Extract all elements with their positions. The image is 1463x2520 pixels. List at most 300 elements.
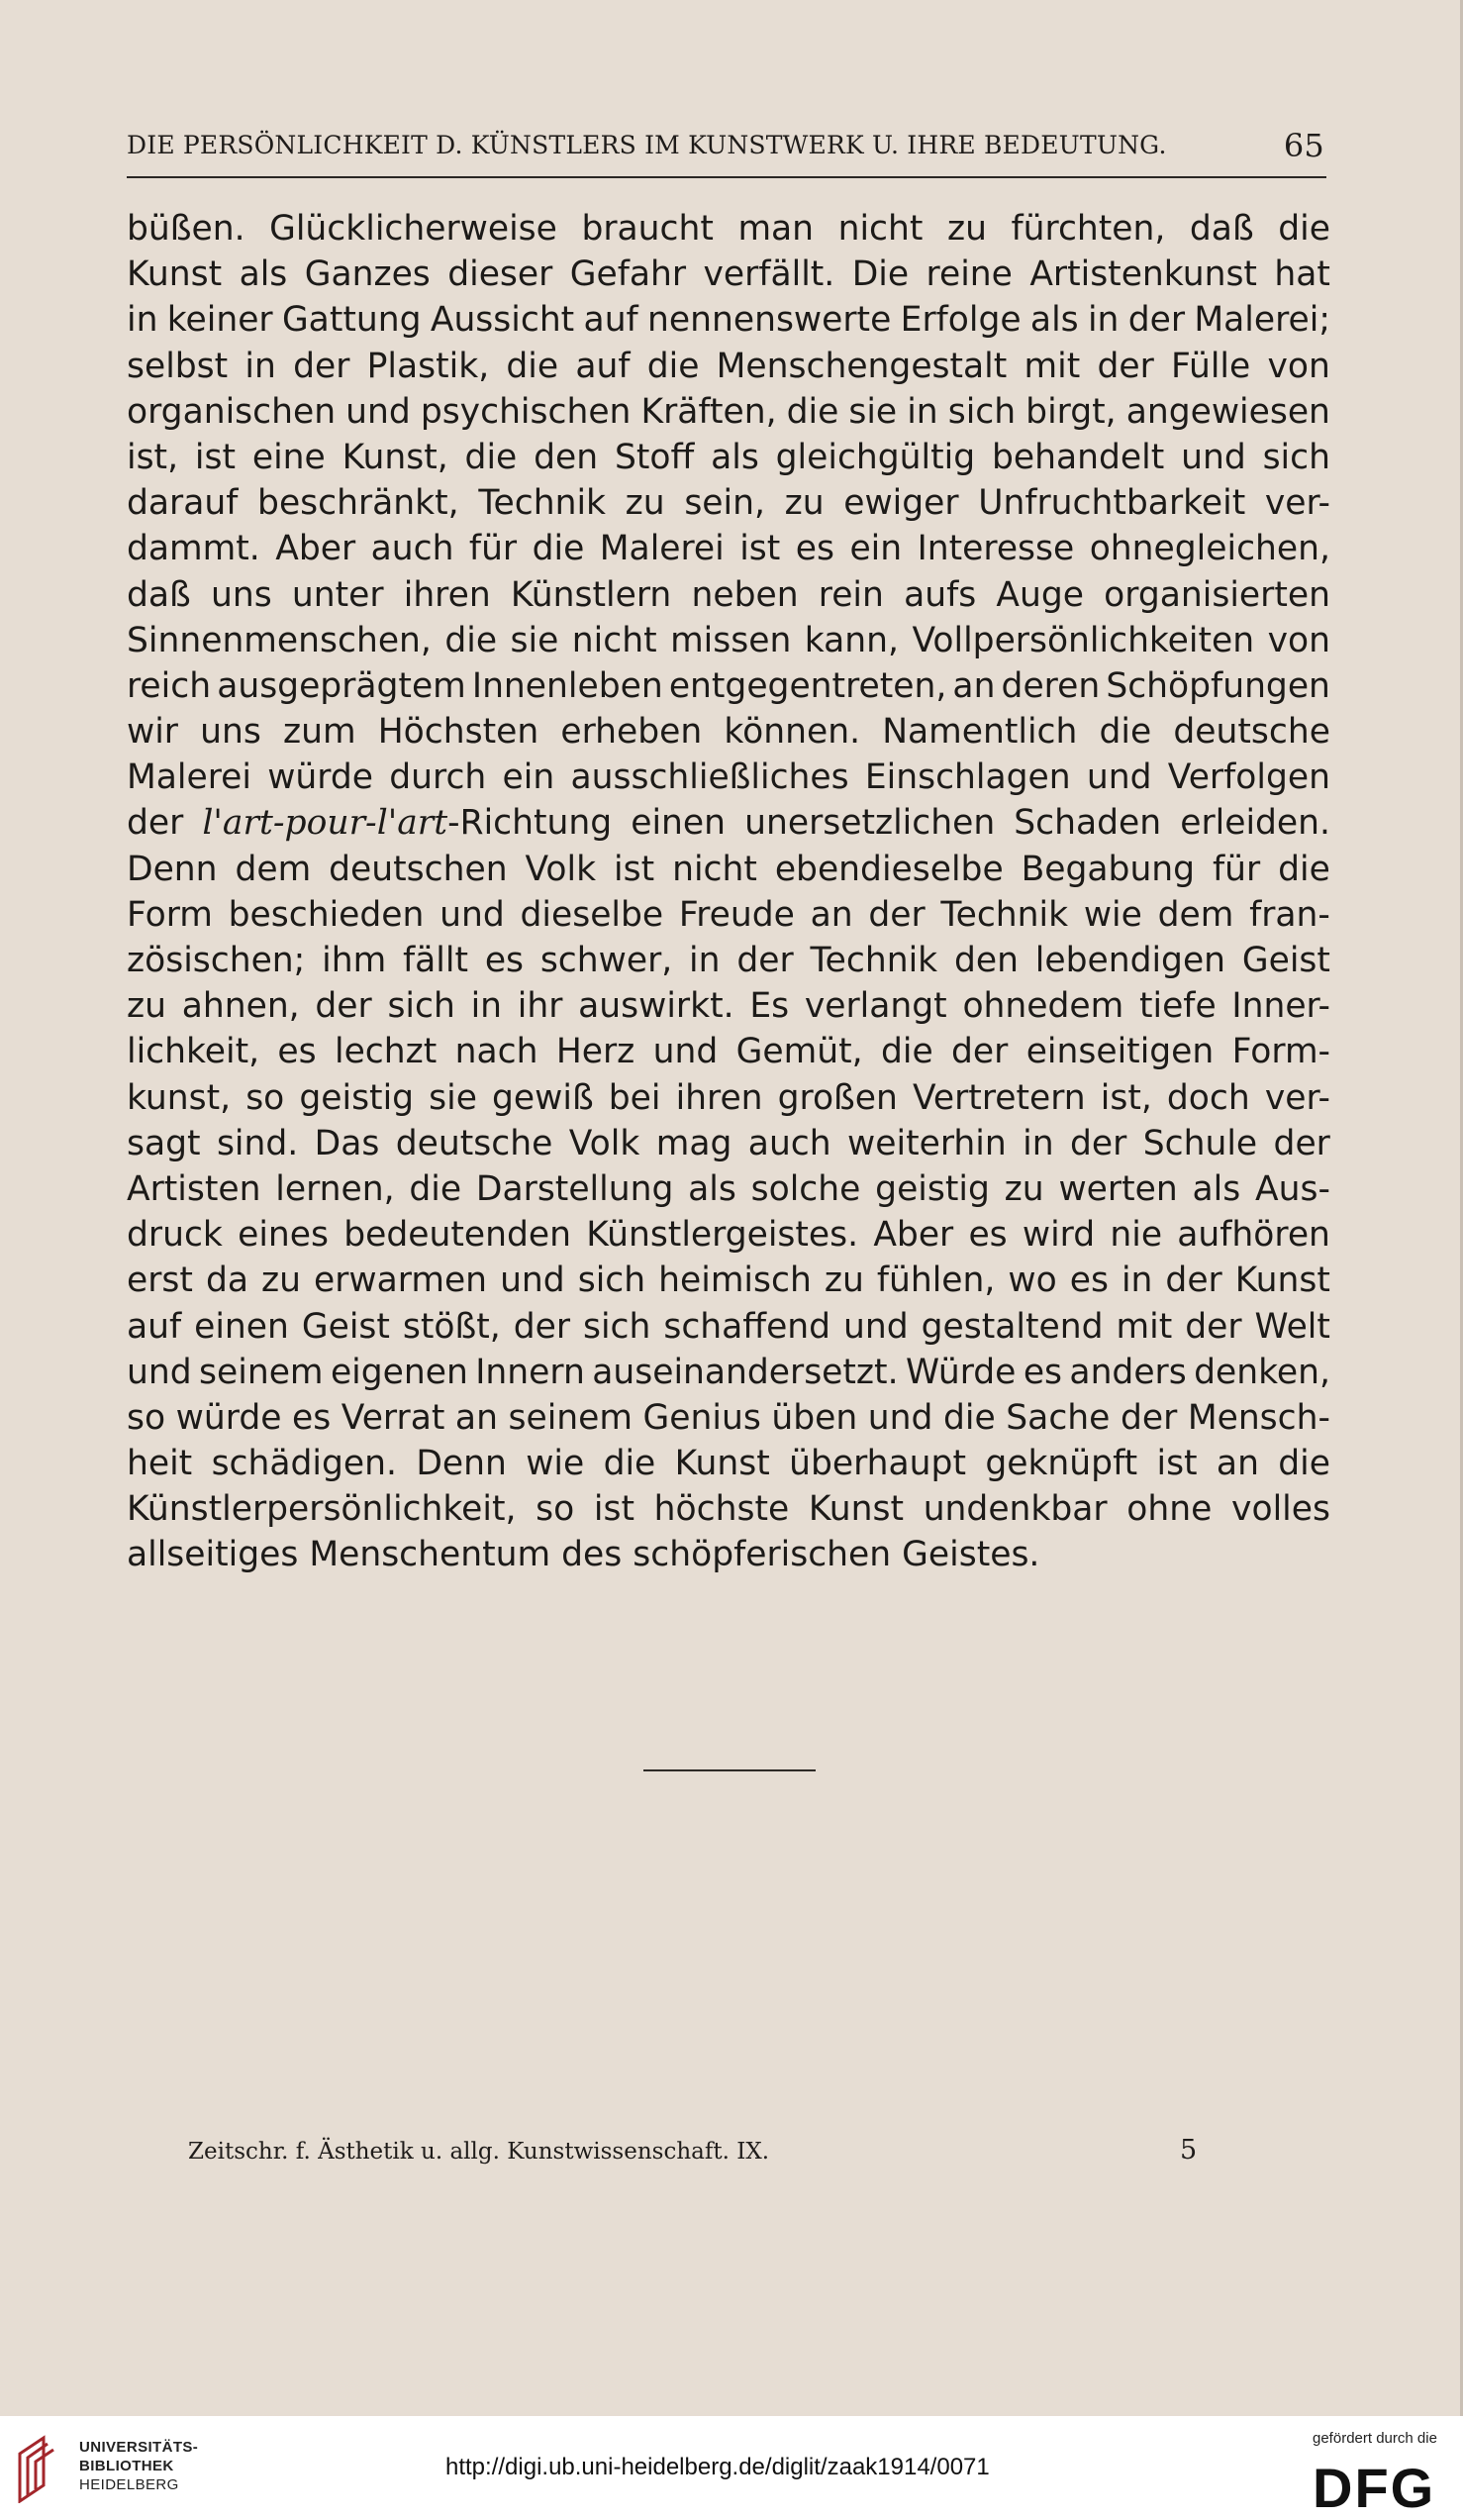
word: nach bbox=[454, 1032, 538, 1072]
word: auf bbox=[583, 300, 638, 341]
word: der bbox=[1120, 1397, 1178, 1438]
word: an bbox=[454, 1397, 498, 1438]
word: Erfolge bbox=[900, 300, 1022, 341]
word: Einschlagen bbox=[864, 757, 1071, 798]
word: Gattung bbox=[281, 300, 422, 341]
word: dieser bbox=[447, 254, 553, 295]
word: nicht bbox=[672, 849, 757, 889]
word: Malerei bbox=[127, 757, 251, 798]
word: hat bbox=[1274, 254, 1330, 295]
word: sie bbox=[429, 1077, 477, 1118]
word: Volk bbox=[568, 1123, 640, 1163]
word: zum bbox=[283, 712, 356, 753]
word: reich bbox=[127, 665, 212, 706]
text-line bbox=[127, 480, 1330, 526]
text-line bbox=[127, 435, 1330, 480]
word: Glücklicherweise bbox=[269, 209, 557, 249]
word: so bbox=[127, 1397, 166, 1438]
text-line bbox=[127, 1395, 1330, 1441]
word: ohne bbox=[1126, 1489, 1213, 1530]
text-line bbox=[127, 983, 1330, 1029]
word: Plastik, bbox=[366, 346, 490, 386]
word: der bbox=[1127, 300, 1186, 341]
word: angewiesen bbox=[1125, 391, 1330, 432]
word: Malerei bbox=[599, 529, 725, 569]
word: überhaupt bbox=[789, 1444, 966, 1484]
word: in bbox=[689, 941, 721, 980]
word: dammt. bbox=[127, 529, 260, 569]
word: mit bbox=[1116, 1306, 1173, 1347]
word: der bbox=[1097, 346, 1154, 386]
word: Kunst bbox=[808, 1489, 905, 1530]
library-name: UNIVERSITÄTS- BIBLIOTHEK HEIDELBERG bbox=[79, 2439, 199, 2493]
word: Darstellung bbox=[475, 1168, 674, 1209]
word: Genius bbox=[642, 1397, 761, 1438]
word: Begabung bbox=[1021, 849, 1196, 889]
text-line bbox=[127, 526, 1330, 571]
word: Herz bbox=[555, 1032, 635, 1072]
word: es bbox=[484, 941, 525, 980]
word: ist bbox=[1156, 1444, 1198, 1484]
word: der bbox=[736, 941, 794, 980]
text-line bbox=[127, 709, 1330, 755]
word: braucht bbox=[581, 209, 714, 249]
word: und bbox=[500, 1260, 565, 1301]
text-line bbox=[127, 892, 1330, 938]
word: und bbox=[345, 391, 411, 432]
word: allseitiges bbox=[127, 1535, 299, 1575]
word: geistig bbox=[299, 1077, 415, 1118]
word: die bbox=[532, 529, 585, 569]
word: gewiß bbox=[492, 1077, 594, 1118]
word: Kunst bbox=[674, 1444, 770, 1484]
word: Mensch- bbox=[1187, 1397, 1330, 1438]
text-line bbox=[127, 1486, 1330, 1532]
word: Aber bbox=[873, 1215, 954, 1256]
word: sagt bbox=[127, 1123, 201, 1163]
word: Artisten bbox=[127, 1168, 261, 1209]
word: können. bbox=[724, 712, 861, 753]
word: sich bbox=[387, 986, 455, 1027]
word: zu bbox=[261, 1260, 301, 1301]
word: unter bbox=[291, 574, 384, 615]
permalink-url[interactable]: http://digi.ub.uni-heidelberg.de/diglit/zaak1914/0071 bbox=[445, 2454, 990, 2480]
word: erst bbox=[127, 1260, 193, 1301]
word: ihren bbox=[403, 574, 491, 615]
word: ist, bbox=[127, 437, 179, 477]
word: sich bbox=[582, 1306, 651, 1347]
word: die bbox=[1278, 209, 1330, 249]
word: Kunst, bbox=[341, 437, 448, 477]
text-line bbox=[127, 1029, 1330, 1074]
word: der bbox=[127, 803, 184, 844]
word: deutschen bbox=[329, 849, 508, 889]
word: auf bbox=[127, 1306, 182, 1347]
word: erheben bbox=[560, 712, 703, 753]
word: Vertretern bbox=[912, 1077, 1086, 1118]
word: ein bbox=[502, 757, 555, 798]
word: der bbox=[1273, 1123, 1330, 1163]
word: seinem bbox=[508, 1397, 633, 1438]
section-end-rule bbox=[643, 1769, 816, 1771]
journal-signature-line: Zeitschr. f. Ästhetik u. allg. Kunstwissenschaft. IX. bbox=[188, 2139, 770, 2165]
word: zösischen; bbox=[127, 941, 306, 980]
text-line bbox=[127, 800, 1330, 846]
word: daß bbox=[127, 574, 191, 615]
word: würde bbox=[175, 1397, 282, 1438]
word: sie bbox=[510, 620, 559, 660]
word: entgegentreten, bbox=[668, 665, 947, 706]
text-line bbox=[127, 572, 1330, 618]
word: missen bbox=[670, 620, 792, 660]
word: Form bbox=[127, 894, 213, 935]
header-rule bbox=[127, 176, 1326, 178]
word: behandelt bbox=[992, 437, 1165, 477]
word: fran- bbox=[1249, 894, 1330, 935]
word: fühlen, bbox=[876, 1260, 996, 1301]
text-line bbox=[127, 1258, 1330, 1303]
word: Form- bbox=[1231, 1032, 1330, 1072]
word: uns bbox=[210, 574, 272, 615]
word: in bbox=[470, 986, 503, 1027]
word: den bbox=[534, 437, 599, 477]
word: in bbox=[907, 391, 938, 432]
word: kunst, bbox=[127, 1077, 232, 1118]
word: deutsche bbox=[395, 1123, 553, 1163]
word: der bbox=[1165, 1260, 1222, 1301]
word: ver- bbox=[1264, 483, 1330, 524]
word: büßen. bbox=[127, 209, 245, 249]
word: Menschentum bbox=[309, 1535, 551, 1575]
word: seinem bbox=[199, 1352, 324, 1392]
library-logo-icon bbox=[14, 2432, 71, 2503]
word: anders bbox=[1069, 1352, 1187, 1392]
word: ein bbox=[849, 529, 903, 569]
word: Interesse bbox=[917, 529, 1075, 569]
word: Schöpfungen bbox=[1106, 665, 1330, 706]
word: tiefe bbox=[1138, 986, 1217, 1027]
word: nicht bbox=[837, 209, 924, 249]
word: es bbox=[968, 1215, 1008, 1256]
word: und bbox=[843, 1306, 909, 1347]
word: geistig bbox=[875, 1168, 990, 1209]
word: ver- bbox=[1264, 1077, 1330, 1118]
word: reine bbox=[926, 254, 1013, 295]
word: selbst bbox=[127, 346, 229, 386]
word: lebendigen bbox=[1034, 941, 1226, 980]
word: kann, bbox=[804, 620, 899, 660]
word: als bbox=[1192, 1168, 1241, 1209]
word: undenkbar bbox=[923, 1489, 1108, 1530]
word: bei bbox=[608, 1077, 661, 1118]
word: heit bbox=[127, 1444, 193, 1484]
word: an bbox=[810, 894, 853, 935]
word: wir bbox=[127, 712, 178, 753]
word: für bbox=[1213, 849, 1261, 889]
word: beschränkt, bbox=[257, 483, 459, 524]
word: deren bbox=[1001, 665, 1101, 706]
word: solche bbox=[750, 1168, 861, 1209]
word: nie bbox=[1110, 1215, 1163, 1256]
word: Sache bbox=[1006, 1397, 1111, 1438]
word: schöpferischen bbox=[633, 1535, 892, 1575]
word: ist bbox=[194, 437, 236, 477]
word: auch bbox=[747, 1123, 831, 1163]
word: großen bbox=[777, 1077, 898, 1118]
word: Denn bbox=[127, 849, 218, 889]
word: und bbox=[127, 1352, 192, 1392]
word: Das bbox=[314, 1123, 380, 1163]
word: Freude bbox=[678, 894, 795, 935]
word: neben bbox=[691, 574, 799, 615]
word: Schule bbox=[1142, 1123, 1258, 1163]
word: druck bbox=[127, 1215, 223, 1256]
word: Künstlerpersönlichkeit, bbox=[127, 1489, 517, 1530]
word: ewiger bbox=[843, 483, 959, 524]
word: einseitigen bbox=[1025, 1032, 1215, 1072]
text-line bbox=[127, 1304, 1330, 1350]
word: Malerei; bbox=[1194, 300, 1330, 341]
word: in bbox=[127, 300, 158, 341]
word: organischen bbox=[127, 391, 337, 432]
word: weiterhin bbox=[847, 1123, 1007, 1163]
word: ist bbox=[614, 849, 655, 889]
word: denken, bbox=[1194, 1352, 1330, 1392]
word: einen bbox=[631, 803, 727, 844]
word: ausschließliches bbox=[570, 757, 849, 798]
word: ausgeprägtem bbox=[217, 665, 466, 706]
word: einen bbox=[194, 1306, 289, 1347]
word: Auge bbox=[996, 574, 1084, 615]
word: l'art-pour-l'art-Richtung bbox=[202, 803, 613, 844]
word: Verrat bbox=[341, 1397, 445, 1438]
word: schwer, bbox=[539, 941, 673, 980]
word: lichkeit, bbox=[127, 1032, 260, 1072]
word: zu bbox=[625, 483, 665, 524]
word: es bbox=[277, 1032, 317, 1072]
word: so bbox=[245, 1077, 285, 1118]
word: geknüpft bbox=[985, 1444, 1138, 1484]
word: erleiden. bbox=[1180, 803, 1330, 844]
word: lernen, bbox=[275, 1168, 395, 1209]
word: und bbox=[439, 894, 505, 935]
word: und bbox=[867, 1397, 933, 1438]
word: Aussicht bbox=[430, 300, 575, 341]
word: man bbox=[737, 209, 815, 249]
word: in bbox=[1023, 1123, 1054, 1163]
word: die bbox=[1099, 712, 1152, 753]
word: Verfolgen bbox=[1167, 757, 1330, 798]
word: von bbox=[1267, 346, 1330, 386]
word: Würde bbox=[905, 1352, 1017, 1392]
word: durch bbox=[389, 757, 487, 798]
word: lechzt bbox=[334, 1032, 438, 1072]
word: es bbox=[1069, 1260, 1109, 1301]
word: als bbox=[1029, 300, 1079, 341]
word: der bbox=[293, 346, 350, 386]
word: fällt bbox=[403, 941, 468, 980]
word: eine bbox=[251, 437, 326, 477]
word: der bbox=[1185, 1306, 1242, 1347]
word: zu bbox=[1004, 1168, 1044, 1209]
running-head bbox=[127, 127, 1324, 166]
word: mit bbox=[1024, 346, 1081, 386]
word: Höchsten bbox=[377, 712, 539, 753]
text-line bbox=[127, 1075, 1330, 1121]
word: so bbox=[536, 1489, 575, 1530]
word: werten bbox=[1058, 1168, 1178, 1209]
word: Fülle bbox=[1171, 346, 1251, 386]
word: Denn bbox=[416, 1444, 507, 1484]
word: Kunst bbox=[127, 254, 223, 295]
word: rein bbox=[818, 574, 884, 615]
word: Technik bbox=[940, 894, 1069, 935]
word: Innenleben bbox=[471, 665, 663, 706]
word: die bbox=[943, 1397, 996, 1438]
word: Innern bbox=[475, 1352, 585, 1392]
word: sie bbox=[848, 391, 898, 432]
word: keiner bbox=[166, 300, 273, 341]
word: Vollpersönlichkeiten bbox=[912, 620, 1255, 660]
word: von bbox=[1267, 620, 1330, 660]
funded-by-label: gefördert durch die bbox=[1313, 2430, 1437, 2447]
word: ohnegleichen, bbox=[1089, 529, 1330, 569]
word: zu bbox=[784, 483, 825, 524]
text-line bbox=[127, 1212, 1330, 1258]
word: auseinandersetzt. bbox=[592, 1352, 899, 1392]
word: ist, bbox=[1100, 1077, 1152, 1118]
word: die bbox=[646, 346, 700, 386]
word: wo bbox=[1008, 1260, 1057, 1301]
word: es bbox=[795, 529, 834, 569]
word: als bbox=[688, 1168, 736, 1209]
word: Geistes. bbox=[902, 1535, 1040, 1575]
sheet-signature: 5 bbox=[1180, 2135, 1198, 2166]
word: üben bbox=[771, 1397, 858, 1438]
word: aufhören bbox=[1177, 1215, 1330, 1256]
word: birgt, bbox=[1025, 391, 1117, 432]
word: eigenen bbox=[330, 1352, 468, 1392]
word: Kunst bbox=[1234, 1260, 1330, 1301]
word: Aber bbox=[275, 529, 356, 569]
word: Sinnenmenschen, bbox=[127, 620, 432, 660]
text-line bbox=[127, 344, 1330, 389]
word: schädigen. bbox=[211, 1444, 397, 1484]
word: gleichgültig bbox=[775, 437, 976, 477]
word: ist bbox=[739, 529, 781, 569]
word: Technik bbox=[478, 483, 607, 524]
text-line bbox=[127, 618, 1330, 663]
word: Gefahr bbox=[569, 254, 687, 295]
word: und bbox=[1086, 757, 1152, 798]
text-line bbox=[127, 206, 1330, 252]
word: der bbox=[315, 986, 372, 1027]
word: Namentlich bbox=[882, 712, 1078, 753]
word: sich bbox=[577, 1260, 646, 1301]
word: da bbox=[205, 1260, 248, 1301]
word: Gemüt, bbox=[735, 1032, 863, 1072]
word: ihm bbox=[322, 941, 387, 980]
word: es bbox=[1023, 1352, 1063, 1392]
word: bedeutenden bbox=[343, 1215, 571, 1256]
text-line bbox=[127, 1350, 1330, 1395]
word: höchste bbox=[653, 1489, 790, 1530]
word: die bbox=[444, 620, 498, 660]
word: Die bbox=[851, 254, 910, 295]
word: Stoff bbox=[614, 437, 695, 477]
word: auf bbox=[575, 346, 631, 386]
word: dem bbox=[235, 849, 312, 889]
word: an bbox=[952, 665, 996, 706]
word: als bbox=[711, 437, 759, 477]
word: die bbox=[786, 391, 839, 432]
word: an bbox=[1216, 1444, 1259, 1484]
word: auswirkt. bbox=[578, 986, 734, 1027]
word: dieselbe bbox=[520, 894, 664, 935]
word: ebendieselbe bbox=[774, 849, 1004, 889]
word: wie bbox=[1083, 894, 1142, 935]
word: nennenswerte bbox=[647, 300, 892, 341]
word: daß bbox=[1189, 209, 1254, 249]
word: Inner- bbox=[1231, 986, 1330, 1027]
word: sind. bbox=[216, 1123, 299, 1163]
word: sein, bbox=[684, 483, 765, 524]
word: die bbox=[603, 1444, 656, 1484]
word: gestaltend bbox=[921, 1306, 1104, 1347]
text-line bbox=[127, 755, 1330, 800]
body-text bbox=[127, 206, 1330, 1578]
word: sich bbox=[1262, 437, 1330, 477]
dfg-logo: DFG bbox=[1313, 2457, 1436, 2519]
word: Künstlern bbox=[510, 574, 672, 615]
word: in bbox=[1121, 1260, 1153, 1301]
word: es bbox=[292, 1397, 332, 1438]
word: dem bbox=[1157, 894, 1234, 935]
word: zu bbox=[824, 1260, 864, 1301]
word: psychischen bbox=[420, 391, 632, 432]
word: die bbox=[1278, 1444, 1330, 1484]
text-line bbox=[127, 297, 1330, 343]
word: Ganzes bbox=[304, 254, 431, 295]
word: verlangt bbox=[804, 986, 947, 1027]
word: ahnen, bbox=[181, 986, 300, 1027]
text-line bbox=[127, 389, 1330, 435]
text-line bbox=[127, 663, 1330, 709]
word: beschieden bbox=[228, 894, 425, 935]
word: der bbox=[868, 894, 926, 935]
word: des bbox=[561, 1535, 623, 1575]
word: wie bbox=[526, 1444, 585, 1484]
word: Volk bbox=[525, 849, 597, 889]
word: für bbox=[468, 529, 518, 569]
word: mag bbox=[655, 1123, 732, 1163]
word: unersetzlichen bbox=[744, 803, 996, 844]
word: ohnedem bbox=[962, 986, 1124, 1027]
word: der bbox=[951, 1032, 1009, 1072]
word: und bbox=[652, 1032, 719, 1072]
text-line bbox=[127, 847, 1330, 892]
word: nicht bbox=[571, 620, 657, 660]
word: Es bbox=[749, 986, 790, 1027]
text-line bbox=[127, 1121, 1330, 1166]
word: als bbox=[239, 254, 288, 295]
word: darauf bbox=[127, 483, 239, 524]
word: Geist bbox=[301, 1306, 390, 1347]
word: ist bbox=[593, 1489, 634, 1530]
word: in bbox=[1087, 300, 1120, 341]
word: wird bbox=[1022, 1215, 1096, 1256]
word: Welt bbox=[1254, 1306, 1330, 1347]
